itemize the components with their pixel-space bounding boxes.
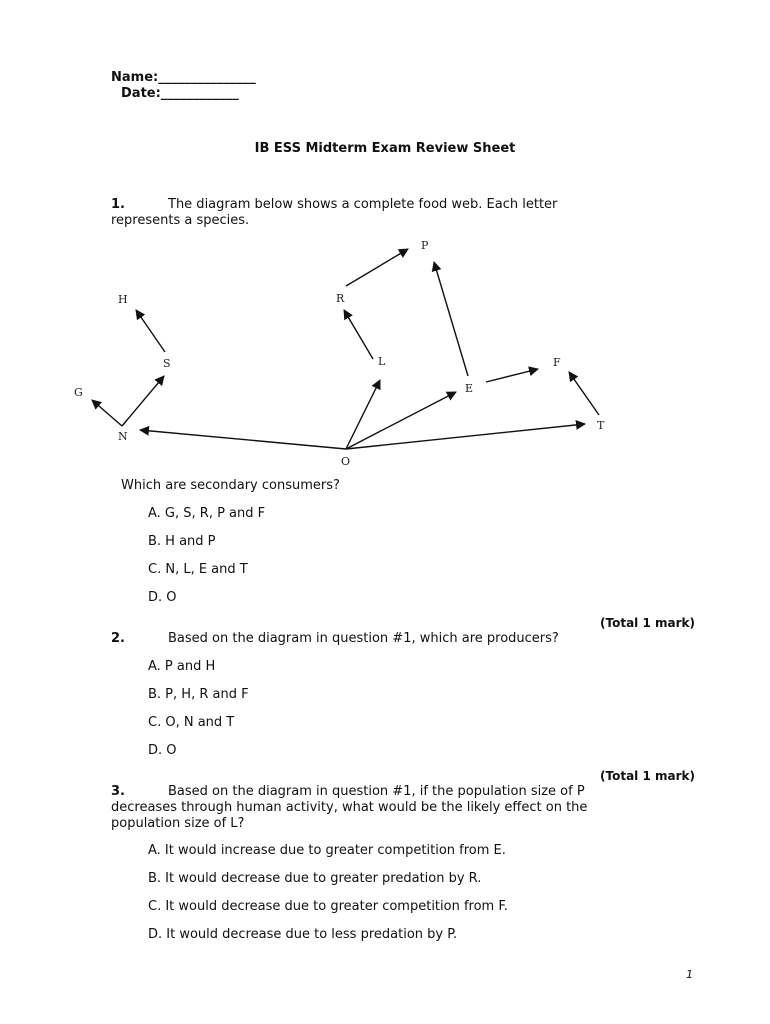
arrow-o-to-n <box>140 430 346 449</box>
q3-text-line2: decreases through human activity, what would be the likely effect on the <box>111 800 588 815</box>
page-number: 1 <box>686 968 693 981</box>
q3-text-line3: population size of L? <box>111 816 245 831</box>
q2-option-a[interactable]: A. P and H <box>148 659 216 674</box>
q3-option-d[interactable]: D. It would decrease due to less predation by P. <box>148 927 458 942</box>
arrow-t-to-f <box>569 372 599 415</box>
arrow-o-to-l <box>346 380 380 449</box>
q1-text-line1: The diagram below shows a complete food web. Each letter <box>168 197 558 212</box>
q2-total-mark: (Total 1 mark) <box>600 769 695 783</box>
q2-option-d[interactable]: D. O <box>148 743 177 758</box>
species-label-s: S <box>163 357 171 370</box>
arrow-s-to-h <box>136 310 165 352</box>
q1-text-line2: represents a species. <box>111 213 250 228</box>
q1-option-b[interactable]: B. H and P <box>148 534 216 549</box>
q1-total-mark: (Total 1 mark) <box>600 616 695 630</box>
species-label-h: H <box>118 293 128 306</box>
q3-option-c[interactable]: C. It would decrease due to greater competition from F. <box>148 899 508 914</box>
species-label-n: N <box>118 430 128 443</box>
q1-number: 1. <box>111 197 125 212</box>
species-label-p: P <box>421 239 429 252</box>
species-label-e: E <box>465 382 474 395</box>
q1-option-c[interactable]: C. N, L, E and T <box>148 562 248 577</box>
q1-option-a[interactable]: A. G, S, R, P and F <box>148 506 266 521</box>
q3-option-a[interactable]: A. It would increase due to greater competition from E. <box>148 843 506 858</box>
species-label-o: O <box>341 455 351 468</box>
arrow-e-to-p <box>434 262 468 376</box>
q2-option-b[interactable]: B. P, H, R and F <box>148 687 249 702</box>
arrow-r-to-p <box>346 249 408 286</box>
arrow-n-to-s <box>122 376 164 426</box>
species-label-r: R <box>336 292 345 305</box>
species-label-f: F <box>553 356 561 369</box>
q2-text: Based on the diagram in question #1, which are producers? <box>168 631 559 646</box>
q3-text-line1: Based on the diagram in question #1, if the population size of P <box>168 784 585 799</box>
arrow-o-to-e <box>346 392 456 449</box>
q3-option-b[interactable]: B. It would decrease due to greater predation by R. <box>148 871 482 886</box>
arrow-n-to-g <box>92 400 122 426</box>
q3-number: 3. <box>111 784 125 799</box>
arrow-l-to-r <box>344 310 373 359</box>
q2-number: 2. <box>111 631 125 646</box>
species-label-g: G <box>74 386 83 399</box>
page-title: IB ESS Midterm Exam Review Sheet <box>254 141 516 156</box>
date-field-label: Date:____________ <box>121 86 239 101</box>
species-label-t: T <box>597 419 605 432</box>
q1-option-d[interactable]: D. O <box>148 590 177 605</box>
q1-question: Which are secondary consumers? <box>121 478 340 493</box>
q2-option-c[interactable]: C. O, N and T <box>148 715 235 730</box>
name-field-label: Name:_______________ <box>111 70 256 85</box>
arrow-e-to-f <box>486 369 538 382</box>
arrow-o-to-t <box>346 424 585 449</box>
food-web-diagram <box>0 230 770 475</box>
species-label-l: L <box>378 355 386 368</box>
